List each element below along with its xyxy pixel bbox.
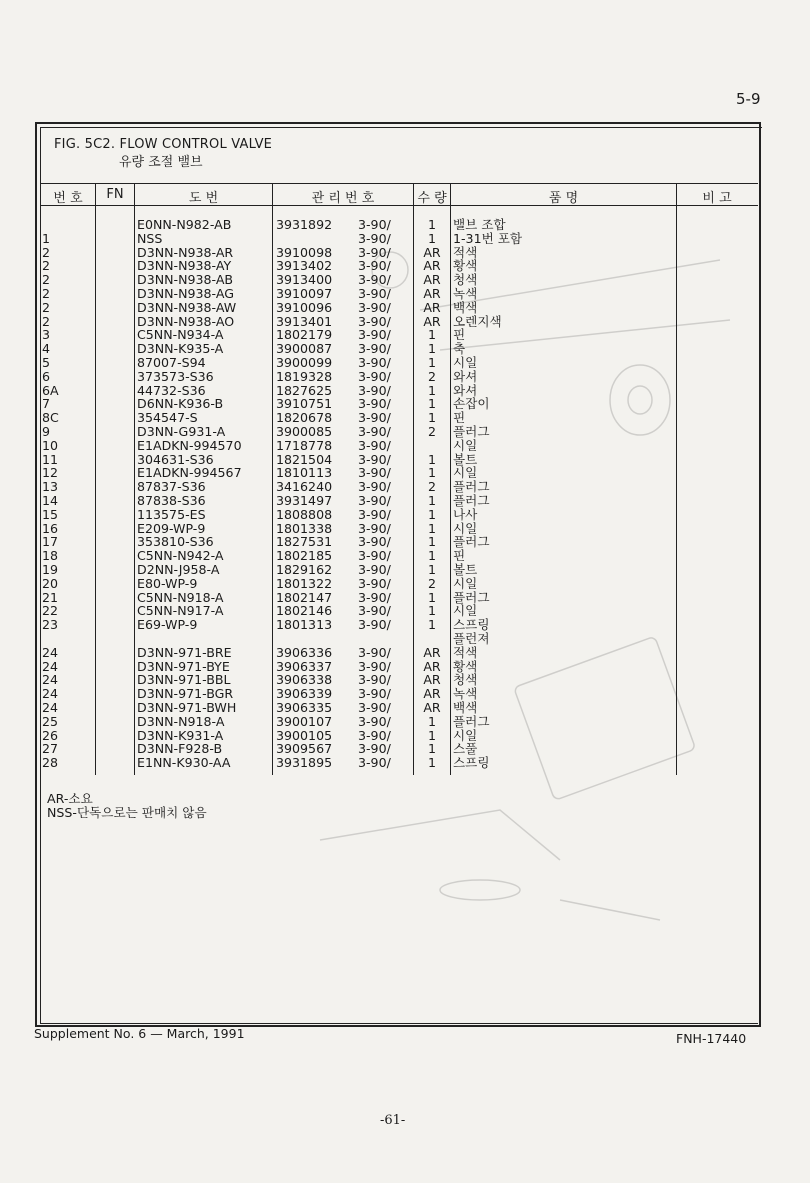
row-quantity: 1 xyxy=(427,217,436,232)
row-date-code: 3-90/ xyxy=(358,217,391,232)
row-quantity: 1 xyxy=(427,534,436,550)
row-description: 녹색 xyxy=(453,286,478,301)
note-nss: NSS-단독으로는 판매치 않음 xyxy=(47,805,207,820)
row-control-number: 3931497 xyxy=(276,493,333,508)
row-quantity: AR xyxy=(423,644,441,660)
table-row xyxy=(0,563,810,577)
row-quantity: AR xyxy=(423,686,441,702)
header-top-rule xyxy=(40,183,758,184)
row-item-number: 1 xyxy=(42,230,51,246)
row-description: 나사 xyxy=(453,506,478,522)
row-part-number: E209-WP-9 xyxy=(137,520,206,536)
row-description: 스풀 xyxy=(453,741,478,757)
table-row xyxy=(0,287,810,301)
table-row xyxy=(0,425,810,439)
row-part-number: C5NN-N918-A xyxy=(137,589,224,605)
row-part-number: C5NN-N934-A xyxy=(137,327,224,343)
row-quantity: 1 xyxy=(427,727,436,743)
row-description: 플러그 xyxy=(453,713,490,729)
row-quantity: AR xyxy=(423,313,441,329)
row-control-number: 3931895 xyxy=(276,755,333,771)
table-row xyxy=(0,259,810,273)
table-row xyxy=(0,522,810,536)
row-control-number: 1801338 xyxy=(276,520,333,536)
row-part-number: E1ADKN-994567 xyxy=(137,465,242,481)
row-control-number: 3913400 xyxy=(276,272,333,288)
frame-inner-line xyxy=(40,127,762,128)
row-control-number: 3909567 xyxy=(276,741,333,757)
row-item-number: 9 xyxy=(42,424,51,439)
row-item-number: 14 xyxy=(42,493,59,508)
row-part-number: D3NN-971-BGR xyxy=(137,686,234,702)
row-date-code: 3-90/ xyxy=(358,520,391,536)
row-part-number: D3NN-N938-AR xyxy=(137,244,234,260)
row-control-number: 1820678 xyxy=(276,410,333,426)
row-date-code: 3-90/ xyxy=(358,562,391,577)
table-row xyxy=(0,729,810,743)
row-part-number: D2NN-J958-A xyxy=(137,562,220,577)
row-control-number: 1808808 xyxy=(276,506,333,522)
row-date-code: 3-90/ xyxy=(358,493,391,508)
row-quantity: AR xyxy=(423,286,441,301)
row-date-code: 3-90/ xyxy=(358,727,391,743)
row-part-number: 87007-S94 xyxy=(137,355,206,370)
table-row xyxy=(0,480,810,494)
row-date-code: 3-90/ xyxy=(358,465,391,481)
row-date-code: 3-90/ xyxy=(358,617,391,633)
row-item-number: 25 xyxy=(42,713,59,729)
row-quantity: AR xyxy=(423,299,441,315)
row-description: 적색 xyxy=(453,244,478,260)
row-part-number: 353810-S36 xyxy=(137,534,214,550)
row-date-code: 3-90/ xyxy=(358,686,391,702)
row-description: 시일 xyxy=(453,727,478,743)
figure-subtitle: 유량 조절 밸브 xyxy=(119,155,203,170)
row-description: 핀 xyxy=(453,410,466,426)
row-part-number: D3NN-971-BRE xyxy=(137,644,232,660)
row-item-number: 16 xyxy=(42,520,59,536)
row-control-number: 3913402 xyxy=(276,258,333,274)
row-date-code: 3-90/ xyxy=(358,575,391,591)
row-description: 오렌지색 xyxy=(453,313,502,329)
row-part-number: 87838-S36 xyxy=(137,493,206,508)
row-control-number: 3910751 xyxy=(276,396,333,412)
header-control-number: 관 리 번 호 xyxy=(311,191,375,206)
row-date-code: 3-90/ xyxy=(358,741,391,757)
row-description: 스프링 xyxy=(453,755,490,771)
row-quantity: AR xyxy=(423,672,441,688)
row-part-number: D3NN-N938-AY xyxy=(137,258,232,274)
row-control-number: 3906335 xyxy=(276,700,333,715)
row-description: 시일 xyxy=(453,575,478,591)
row-part-number: E1ADKN-994570 xyxy=(137,437,242,453)
row-item-number: 7 xyxy=(42,396,51,412)
row-description: 녹색 xyxy=(453,686,478,702)
row-quantity: AR xyxy=(423,258,441,274)
table-row xyxy=(0,301,810,315)
row-item-number: 3 xyxy=(42,327,51,343)
row-quantity: AR xyxy=(423,272,441,288)
row-description: 백색 xyxy=(453,299,478,315)
row-part-number: E1NN-K930-AA xyxy=(137,755,231,771)
row-date-code: 3-90/ xyxy=(358,644,391,660)
row-quantity: 1 xyxy=(427,355,436,370)
row-item-number: 22 xyxy=(42,603,59,619)
row-description: 청색 xyxy=(453,272,478,288)
table-row xyxy=(0,466,810,480)
row-quantity: AR xyxy=(423,700,441,715)
row-control-number: 1801322 xyxy=(276,575,333,591)
row-date-code: 3-90/ xyxy=(358,244,391,260)
table-row xyxy=(0,508,810,522)
row-description: 시일 xyxy=(453,355,478,370)
row-quantity: 2 xyxy=(427,368,436,384)
row-part-number: D3NN-N938-AO xyxy=(137,313,235,329)
row-control-number: 1802185 xyxy=(276,548,333,564)
table-row xyxy=(0,356,810,370)
table-row xyxy=(0,384,810,398)
row-part-number: 304631-S36 xyxy=(137,451,214,467)
row-description: 시일 xyxy=(453,520,478,536)
row-quantity: 2 xyxy=(427,479,436,495)
row-description: 볼트 xyxy=(453,562,478,577)
row-description: 축 xyxy=(453,341,466,357)
row-item-number: 2 xyxy=(42,244,51,260)
row-item-number: 18 xyxy=(42,548,59,564)
row-description: 청색 xyxy=(453,672,478,688)
row-item-number: 24 xyxy=(42,700,59,715)
figure-title: FIG. 5C2. FLOW CONTROL VALVE xyxy=(54,137,273,152)
row-date-code: 3-90/ xyxy=(358,534,391,550)
row-quantity: 1 xyxy=(427,713,436,729)
table-row xyxy=(0,591,810,605)
table-row xyxy=(0,494,810,508)
table-row xyxy=(0,742,810,756)
row-quantity: 1 xyxy=(427,451,436,467)
row-control-number: 3931892 xyxy=(276,217,333,232)
row-item-number: 6A xyxy=(42,382,59,398)
row-item-number: 26 xyxy=(42,727,59,743)
row-item-number: 17 xyxy=(42,534,59,550)
row-control-number: 1802146 xyxy=(276,603,333,619)
row-item-number: 2 xyxy=(42,286,51,301)
row-part-number: D3NN-N938-AG xyxy=(137,286,234,301)
row-part-number: 354547-S xyxy=(137,410,198,426)
row-item-number: 28 xyxy=(42,755,59,771)
header-description: 품 명 xyxy=(548,191,579,206)
row-control-number: 3906339 xyxy=(276,686,333,702)
row-control-number: 3910098 xyxy=(276,244,333,260)
table-row xyxy=(0,232,810,246)
row-part-number: D3NN-K931-A xyxy=(137,727,224,743)
row-quantity: 1 xyxy=(427,617,436,633)
page-number-bottom: -61- xyxy=(380,1113,406,1128)
row-description: 핀 xyxy=(453,548,466,564)
row-quantity: 1 xyxy=(427,465,436,481)
row-description: 플런져 xyxy=(453,631,490,646)
row-description: 밸브 조합 xyxy=(453,217,506,232)
row-quantity: 2 xyxy=(427,424,436,439)
row-item-number: 27 xyxy=(42,741,59,757)
row-date-code: 3-90/ xyxy=(358,341,391,357)
row-date-code: 3-90/ xyxy=(358,258,391,274)
row-item-number: 5 xyxy=(42,355,51,370)
page-number-top: 5-9 xyxy=(736,90,761,108)
row-item-number: 6 xyxy=(42,368,51,384)
row-control-number: 1810113 xyxy=(276,465,333,481)
row-date-code: 3-90/ xyxy=(358,286,391,301)
row-item-number: 10 xyxy=(42,437,59,453)
row-control-number: 1821504 xyxy=(276,451,333,467)
table-row xyxy=(0,756,810,770)
row-control-number: 1718778 xyxy=(276,437,333,453)
row-date-code: 3-90/ xyxy=(358,299,391,315)
table-row xyxy=(0,342,810,356)
row-description: 핀 xyxy=(453,327,466,343)
header-remarks: 비 고 xyxy=(702,191,732,206)
row-date-code: 3-90/ xyxy=(358,313,391,329)
document-code: FNH-17440 xyxy=(676,1031,747,1046)
row-quantity: 1 xyxy=(427,341,436,357)
row-item-number: 15 xyxy=(42,506,59,522)
row-item-number: 24 xyxy=(42,672,59,688)
row-quantity: 1 xyxy=(427,396,436,412)
row-date-code: 3-90/ xyxy=(358,479,391,495)
row-control-number: 3900087 xyxy=(276,341,333,357)
row-description: 적색 xyxy=(453,644,478,660)
row-quantity: 1 xyxy=(427,327,436,343)
table-row xyxy=(0,439,810,453)
row-control-number: 3900099 xyxy=(276,355,333,370)
row-part-number: E69-WP-9 xyxy=(137,617,198,633)
row-quantity: 1 xyxy=(427,603,436,619)
header-fn: FN xyxy=(106,187,124,202)
row-part-number: NSS xyxy=(137,230,163,246)
row-item-number: 24 xyxy=(42,658,59,674)
row-quantity: AR xyxy=(423,658,441,674)
row-description: 플러그 xyxy=(453,493,490,508)
row-control-number: 1819328 xyxy=(276,368,333,384)
row-quantity: AR xyxy=(423,244,441,260)
row-description: 황색 xyxy=(453,658,478,674)
row-control-number: 1802179 xyxy=(276,327,333,343)
row-item-number: 20 xyxy=(42,575,59,591)
row-item-number: 24 xyxy=(42,686,59,702)
row-quantity: 1 xyxy=(427,520,436,536)
row-part-number: C5NN-N917-A xyxy=(137,603,224,619)
row-quantity: 1 xyxy=(427,506,436,522)
row-control-number: 3906338 xyxy=(276,672,333,688)
table-row xyxy=(0,673,810,687)
row-item-number: 21 xyxy=(42,589,59,605)
row-control-number: 3910096 xyxy=(276,299,333,315)
table-row xyxy=(0,646,810,660)
row-quantity: 1 xyxy=(427,562,436,577)
supplement-footer: Supplement No. 6 — March, 1991 xyxy=(34,1026,245,1041)
row-date-code: 3-90/ xyxy=(358,672,391,688)
row-date-code: 3-90/ xyxy=(358,230,391,246)
row-date-code: 3-90/ xyxy=(358,589,391,605)
row-description: 플러그 xyxy=(453,589,490,605)
row-control-number: 3910097 xyxy=(276,286,333,301)
row-quantity: 1 xyxy=(427,755,436,771)
row-item-number: 2 xyxy=(42,272,51,288)
row-control-number: 1801313 xyxy=(276,617,333,633)
row-item-number: 19 xyxy=(42,562,59,577)
row-description: 플러그 xyxy=(453,534,490,550)
row-quantity: 2 xyxy=(427,575,436,591)
table-row xyxy=(0,577,810,591)
row-date-code: 3-90/ xyxy=(358,396,391,412)
frame-inner-line xyxy=(40,1023,758,1024)
header-no: 번 호 xyxy=(53,191,83,206)
row-date-code: 3-90/ xyxy=(358,355,391,370)
row-date-code: 3-90/ xyxy=(358,506,391,522)
row-control-number: 1827531 xyxy=(276,534,333,550)
row-date-code: 3-90/ xyxy=(358,755,391,771)
row-control-number: 3906336 xyxy=(276,644,333,660)
table-row xyxy=(0,273,810,287)
table-row xyxy=(0,687,810,701)
row-description: 시일 xyxy=(453,465,478,481)
table-row xyxy=(0,618,810,632)
row-item-number: 8C xyxy=(42,410,59,426)
row-date-code: 3-90/ xyxy=(358,368,391,384)
table-row xyxy=(0,660,810,674)
row-description: 와셔 xyxy=(453,368,478,384)
row-part-number: D3NN-N938-AW xyxy=(137,299,237,315)
row-part-number: E80-WP-9 xyxy=(137,575,198,591)
header-qty: 수 량 xyxy=(417,191,447,206)
row-part-number: 87837-S36 xyxy=(137,479,206,495)
row-quantity: 1 xyxy=(427,548,436,564)
row-item-number: 13 xyxy=(42,479,59,495)
row-control-number: 3900085 xyxy=(276,424,333,439)
row-item-number: 2 xyxy=(42,313,51,329)
table-row xyxy=(0,604,810,618)
table-row xyxy=(0,246,810,260)
row-date-code: 3-90/ xyxy=(358,548,391,564)
row-date-code: 3-90/ xyxy=(358,424,391,439)
row-date-code: 3-90/ xyxy=(358,713,391,729)
row-description: 시일 xyxy=(453,437,478,453)
row-item-number: 2 xyxy=(42,299,51,315)
row-description: 백색 xyxy=(453,700,478,715)
row-item-number: 11 xyxy=(42,451,59,467)
table-row xyxy=(0,411,810,425)
row-control-number: 1829162 xyxy=(276,562,333,577)
row-date-code: 3-90/ xyxy=(358,382,391,398)
row-date-code: 3-90/ xyxy=(358,603,391,619)
table-row xyxy=(0,632,810,646)
row-control-number: 3900107 xyxy=(276,713,333,729)
row-control-number: 3906337 xyxy=(276,658,333,674)
row-item-number: 23 xyxy=(42,617,59,633)
row-part-number: 113575-ES xyxy=(137,506,206,522)
row-part-number: C5NN-N942-A xyxy=(137,548,224,564)
table-row xyxy=(0,370,810,384)
row-part-number: 44732-S36 xyxy=(137,382,206,398)
row-part-number: 373573-S36 xyxy=(137,368,214,384)
row-item-number: 4 xyxy=(42,341,51,357)
row-quantity: 1 xyxy=(427,230,436,246)
table-row xyxy=(0,328,810,342)
row-control-number: 3416240 xyxy=(276,479,333,495)
row-item-number: 12 xyxy=(42,465,59,481)
row-part-number: D3NN-971-BBL xyxy=(137,672,231,688)
row-description: 플러그 xyxy=(453,479,490,495)
table-row xyxy=(0,549,810,563)
row-control-number: 1802147 xyxy=(276,589,333,605)
row-part-number: D3NN-G931-A xyxy=(137,424,226,439)
row-description: 와셔 xyxy=(453,382,478,398)
row-description: 스프링 xyxy=(453,617,490,633)
row-description: 시일 xyxy=(453,603,478,619)
row-description: 1-31번 포함 xyxy=(453,230,523,246)
note-ar: AR-소요 xyxy=(47,791,93,806)
row-quantity: 1 xyxy=(427,741,436,757)
row-part-number: D3NN-N918-A xyxy=(137,713,225,729)
row-quantity: 1 xyxy=(427,493,436,508)
row-description: 황색 xyxy=(453,258,478,274)
row-quantity: 1 xyxy=(427,589,436,605)
row-control-number: 1827625 xyxy=(276,382,333,398)
row-part-number: E0NN-N982-AB xyxy=(137,217,232,232)
row-part-number: D3NN-971-BYE xyxy=(137,658,230,674)
table-row xyxy=(0,397,810,411)
row-description: 손잡이 xyxy=(453,396,490,412)
row-description: 볼트 xyxy=(453,451,478,467)
row-date-code: 3-90/ xyxy=(358,272,391,288)
header-part-number: 도 번 xyxy=(188,191,219,206)
row-description: 플러그 xyxy=(453,424,490,439)
row-quantity: 1 xyxy=(427,410,436,426)
row-part-number: D3NN-F928-B xyxy=(137,741,223,757)
row-date-code: 3-90/ xyxy=(358,410,391,426)
row-quantity: 1 xyxy=(427,382,436,398)
row-part-number: D3NN-971-BWH xyxy=(137,700,237,715)
row-item-number: 2 xyxy=(42,258,51,274)
row-item-number: 24 xyxy=(42,644,59,660)
table-row xyxy=(0,315,810,329)
row-part-number: D6NN-K936-B xyxy=(137,396,224,412)
table-row xyxy=(0,218,810,232)
table-row xyxy=(0,701,810,715)
row-date-code: 3-90/ xyxy=(358,327,391,343)
table-row xyxy=(0,715,810,729)
row-date-code: 3-90/ xyxy=(358,658,391,674)
table-row xyxy=(0,453,810,467)
row-part-number: D3NN-N938-AB xyxy=(137,272,234,288)
row-date-code: 3-90/ xyxy=(358,700,391,715)
table-row xyxy=(0,535,810,549)
row-part-number: D3NN-K935-A xyxy=(137,341,224,357)
row-control-number: 3913401 xyxy=(276,313,333,329)
row-date-code: 3-90/ xyxy=(358,437,391,453)
row-control-number: 3900105 xyxy=(276,727,333,743)
row-date-code: 3-90/ xyxy=(358,451,391,467)
